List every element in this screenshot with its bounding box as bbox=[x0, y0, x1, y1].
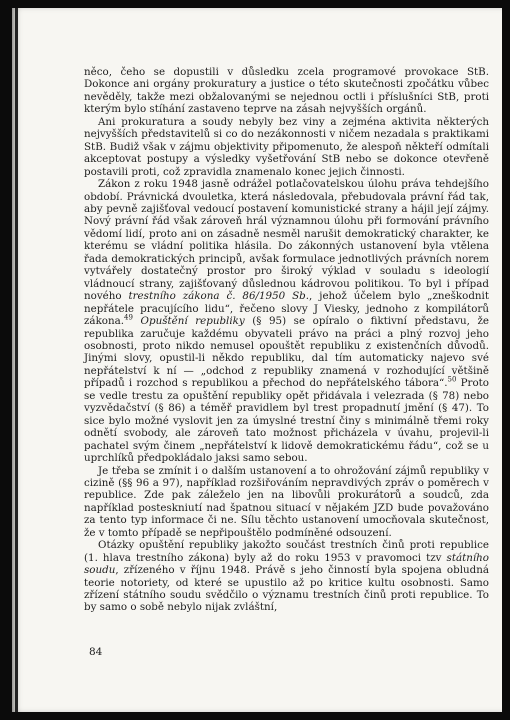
text-run: Zákon z roku 1948 jasně odrážel potlačovatelskou úlohu práva tehdejšího období. Právnická dvouletka, která následovala, přebudovala právní řád tak, aby pevně zajišťoval vedoucí postavení komunistické strany a hájil její zájmy. Nový právní řád však zároveň hrál významnou úlohu při formování právního vědomí lidí, proto ani on zásadně nesměl narušit demokratický charakter, ke kterému se vládní politika hlásila. Do zákonných ustanovení byla vtělena řada demokratických principů, avšak formulace jednotlivých právních norem vytvářely dostatečný prostor pro široký výklad v souladu s ideologií vládnoucí strany, zajišťovaný důslednou kádrovou politikou. To byl i případ nového bbox=[84, 178, 489, 303]
paragraph bbox=[84, 116, 489, 178]
text-run: Otázky opuštění republiky jakožto součást trestních činů proti republice (1. hlava trestního zákona) byly až do roku 1953 v pravomoci tzv bbox=[84, 539, 489, 564]
footnote-ref: 49 bbox=[124, 313, 133, 322]
italic-text: státního soudu bbox=[84, 551, 489, 577]
page-number: 84 bbox=[89, 646, 103, 658]
italic-text: Opuštění republiky bbox=[140, 315, 245, 328]
text-run: , jehož účelem bylo „zneškodnit nepřátele pracujícího lidu“, řečeno slovy J Viesky, jednoho z kompilátorů zákona. bbox=[84, 290, 489, 328]
book-gutter bbox=[15, 8, 18, 712]
text-run: Je třeba se zmínit i o dalším ustanovení a to ohrožování zájmů republiky v cizině (§§ 96 a 97), například rozšiřováním nepravdivých zpráv o poměrech v republice. Zde pak záleželo jen na libovůli prokurátorů a soudců, zda například posteskniutí nad špatnou situací v nějakém JZD bude považováno za tento typ informace či ne. Sílu těchto ustanovení umocňovala skutečnost, že v tomto případě se nepřipouštělo podmíněné odsouzení. bbox=[84, 464, 489, 539]
italic-text: trestního zákona č. 86/1950 Sb. bbox=[128, 290, 310, 303]
paragraph bbox=[84, 539, 489, 614]
body-text bbox=[84, 66, 489, 614]
paragraph bbox=[84, 465, 489, 540]
paragraph bbox=[84, 66, 489, 116]
text-run: Proto se vedle trestu za opuštění republiky opět přidávala i velezrada (§ 78) nebo vyzvědačství (§ 86) a téměř pravidlem byl trest propadnutí jmění (§ 47). To sice bylo možné vyslovit jen za úmyslné trestní činy s minimálně třemi roky odnětí svobody, ale zároveň tato možnost přicházela v úvahu, projevil-li pachatel svým činem „nepřátelství k lidově demokratickému řádu“, což se u uprchlíků předpokládalo jaksi samo sebou. bbox=[84, 377, 489, 465]
text-run bbox=[133, 315, 141, 327]
text-run: Ani prokuratura a soudy nebyly bez viny a zejména aktivita některých nejvyšších představitelů si co do nezákonnosti v ničem nezadala s praktikami StB. Budiž však v zájmu objektivity připomenuto, že alespoň někteří odmítali akceptovat postupy a výsledky vyšetřování StB nebo se dokonce otevřeně postavili proti, což zpravidla znamenalo konec jejich činnosti. bbox=[84, 115, 489, 178]
paragraph bbox=[84, 178, 489, 464]
text-run: (§ 95) se opíralo o fiktivní představu, že republika zaručuje každému obyvateli právo na práci a plný rozvoj jeho osobnosti, proto nikdo nemusel opouštět republiku z existenčních důvodů. Jinými slovy, opustil-li někdo republiku, dal tím automaticky najevo své nepřátelství k ní — „odchod z republiky znamená v rozhodující většině případů i rozchod s republikou a přechod do nepřátelského tábora“. bbox=[84, 315, 490, 390]
footnote-ref: 50 bbox=[447, 375, 457, 384]
text-run: , zřízeného v říjnu 1948. Právě s jeho činností byla spojena obludná teorie notoriety, od které se upustilo až po kritice kultu osobnosti. Samo zřízení státního soudu svědčilo o významu trestních činů proti republice. To by samo o sobě nebylo nijak zvláštní, bbox=[84, 564, 489, 614]
text-run: něco, čeho se dopustili v důsledku zcela programové provokace StB. Dokonce ani orgány prokuratury a justice o této skutečnosti zpočátku vůbec nevěděly, takže mezi obžalovanými se nejednou octli i příslušníci StB, proti kterým bylo stíhání zastaveno teprve na zásah nejvyšších orgánů. bbox=[84, 66, 489, 116]
